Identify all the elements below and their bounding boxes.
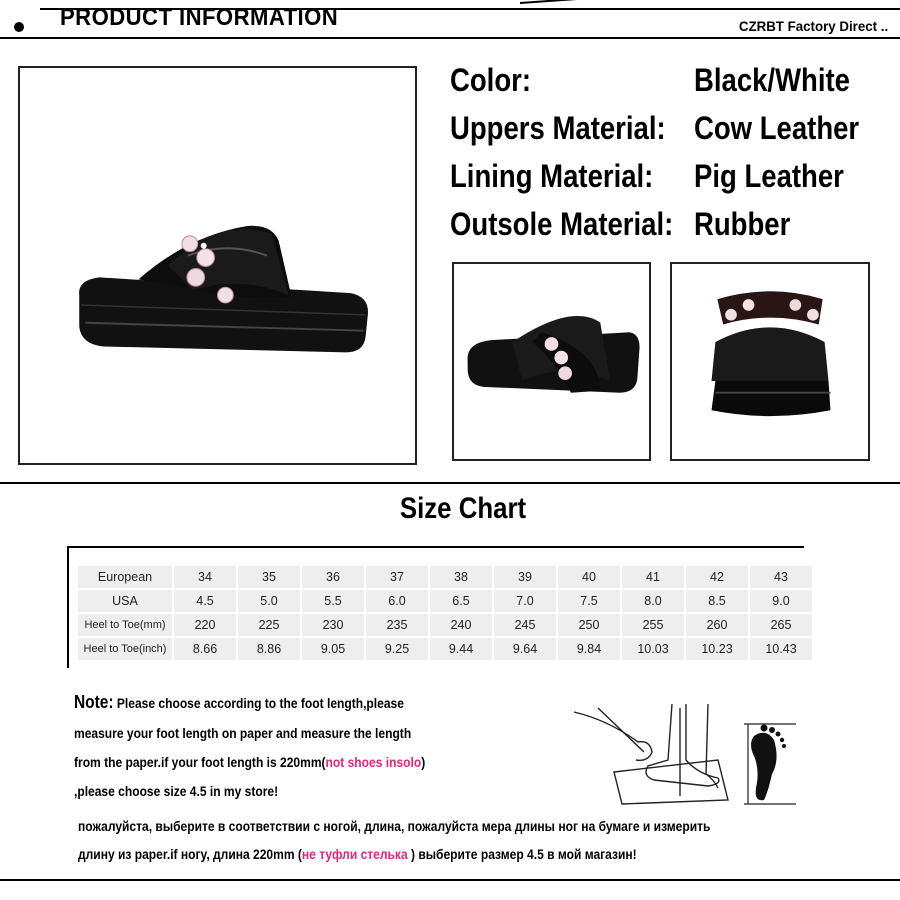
side-product-photo-back bbox=[670, 262, 870, 461]
sandal-back-image bbox=[672, 264, 868, 459]
table-cell: 41 bbox=[622, 566, 684, 588]
spec-value-lining: Pig Leather bbox=[694, 158, 844, 194]
table-cell: 230 bbox=[302, 614, 364, 636]
table-cell: 34 bbox=[174, 566, 236, 588]
table-cell: 265 bbox=[750, 614, 812, 636]
size-chart-table bbox=[76, 564, 814, 662]
table-cell: 37 bbox=[366, 566, 428, 588]
sandal-side-image bbox=[20, 68, 415, 463]
table-cell: 9.05 bbox=[302, 638, 364, 660]
table-cell: 8.66 bbox=[174, 638, 236, 660]
chart-border-top bbox=[68, 546, 804, 548]
table-cell: 235 bbox=[366, 614, 428, 636]
table-cell: 5.5 bbox=[302, 590, 364, 612]
size-chart-title: Size Chart bbox=[399, 492, 527, 525]
row-header: USA bbox=[78, 590, 172, 612]
foot-measuring-illustration bbox=[568, 700, 800, 810]
note-label: Note: bbox=[74, 692, 114, 712]
note-ru-text-2a: длину из paper.if ногу, длина 220mm ( bbox=[78, 846, 302, 862]
table-cell: 35 bbox=[238, 566, 300, 588]
note-ru-highlight: не туфли стелька bbox=[301, 846, 408, 862]
table-row bbox=[78, 614, 812, 636]
spec-label-color: Color: bbox=[450, 62, 532, 98]
page-title: PRODUCT INFORMATION bbox=[60, 4, 339, 31]
store-name: CZRBT Factory Direct .. bbox=[738, 18, 888, 34]
table-row bbox=[78, 566, 812, 588]
spec-value-uppers: Cow Leather bbox=[694, 110, 860, 146]
spec-value-outsole: Rubber bbox=[694, 206, 791, 242]
foot-measure-icon bbox=[568, 700, 800, 810]
note-line-1 bbox=[74, 692, 404, 713]
table-cell: 9.64 bbox=[494, 638, 556, 660]
chart-border-left bbox=[67, 546, 69, 668]
table-cell: 8.0 bbox=[622, 590, 684, 612]
table-cell: 9.0 bbox=[750, 590, 812, 612]
note-ru-line-2 bbox=[78, 846, 637, 862]
note-text-1: Please choose according to the foot length,please bbox=[113, 695, 404, 711]
table-cell: 7.5 bbox=[558, 590, 620, 612]
table-cell: 6.5 bbox=[430, 590, 492, 612]
table-cell: 7.0 bbox=[494, 590, 556, 612]
sandal-top-image bbox=[454, 264, 649, 459]
table-cell: 220 bbox=[174, 614, 236, 636]
table-cell: 10.23 bbox=[686, 638, 748, 660]
table-cell: 36 bbox=[302, 566, 364, 588]
spec-label-lining: Lining Material: bbox=[450, 158, 654, 194]
table-cell: 9.44 bbox=[430, 638, 492, 660]
table-cell: 39 bbox=[494, 566, 556, 588]
table-cell: 40 bbox=[558, 566, 620, 588]
row-header: Heel to Toe(mm) bbox=[78, 614, 172, 636]
note-line-2: measure your foot length on paper and measure the length bbox=[74, 725, 412, 741]
note-text-3b: ) bbox=[421, 754, 426, 770]
row-header: Heel to Toe(inch) bbox=[78, 638, 172, 660]
table-cell: 260 bbox=[686, 614, 748, 636]
spec-value-color: Black/White bbox=[694, 62, 850, 98]
table-cell: 8.5 bbox=[686, 590, 748, 612]
spec-label-outsole: Outsole Material: bbox=[450, 206, 674, 242]
table-cell: 38 bbox=[430, 566, 492, 588]
spec-label-uppers: Uppers Material: bbox=[450, 110, 666, 146]
table-cell: 43 bbox=[750, 566, 812, 588]
table-cell: 4.5 bbox=[174, 590, 236, 612]
header-slant-line bbox=[520, 0, 900, 4]
header-divider bbox=[0, 37, 900, 39]
main-product-photo bbox=[18, 66, 417, 465]
table-row bbox=[78, 590, 812, 612]
table-cell: 245 bbox=[494, 614, 556, 636]
side-product-photo-top bbox=[452, 262, 651, 461]
bottom-divider bbox=[0, 879, 900, 881]
table-cell: 225 bbox=[238, 614, 300, 636]
table-cell: 5.0 bbox=[238, 590, 300, 612]
table-cell: 250 bbox=[558, 614, 620, 636]
table-cell: 255 bbox=[622, 614, 684, 636]
table-cell: 9.84 bbox=[558, 638, 620, 660]
table-cell: 240 bbox=[430, 614, 492, 636]
note-ru-line-1: пожалуйста, выберите в соответствии с ногой, длина, пожалуйста мера длины ног на бумаге и измерить bbox=[78, 818, 711, 834]
note-text-3a: from the paper.if your foot length is 220mm( bbox=[74, 754, 326, 770]
table-cell: 6.0 bbox=[366, 590, 428, 612]
table-cell: 10.03 bbox=[622, 638, 684, 660]
note-highlight: not shoes insolo bbox=[325, 754, 422, 770]
table-cell: 9.25 bbox=[366, 638, 428, 660]
table-row bbox=[78, 638, 812, 660]
note-line-4: ,please choose size 4.5 in my store! bbox=[74, 783, 279, 799]
table-cell: 10.43 bbox=[750, 638, 812, 660]
section-divider bbox=[0, 482, 900, 484]
note-ru-text-2b: ) выберите размер 4.5 в мой магазин! bbox=[407, 846, 637, 862]
note-line-3 bbox=[74, 754, 425, 770]
bullet-icon bbox=[14, 22, 24, 32]
table-cell: 42 bbox=[686, 566, 748, 588]
table-cell: 8.86 bbox=[238, 638, 300, 660]
row-header: European bbox=[78, 566, 172, 588]
